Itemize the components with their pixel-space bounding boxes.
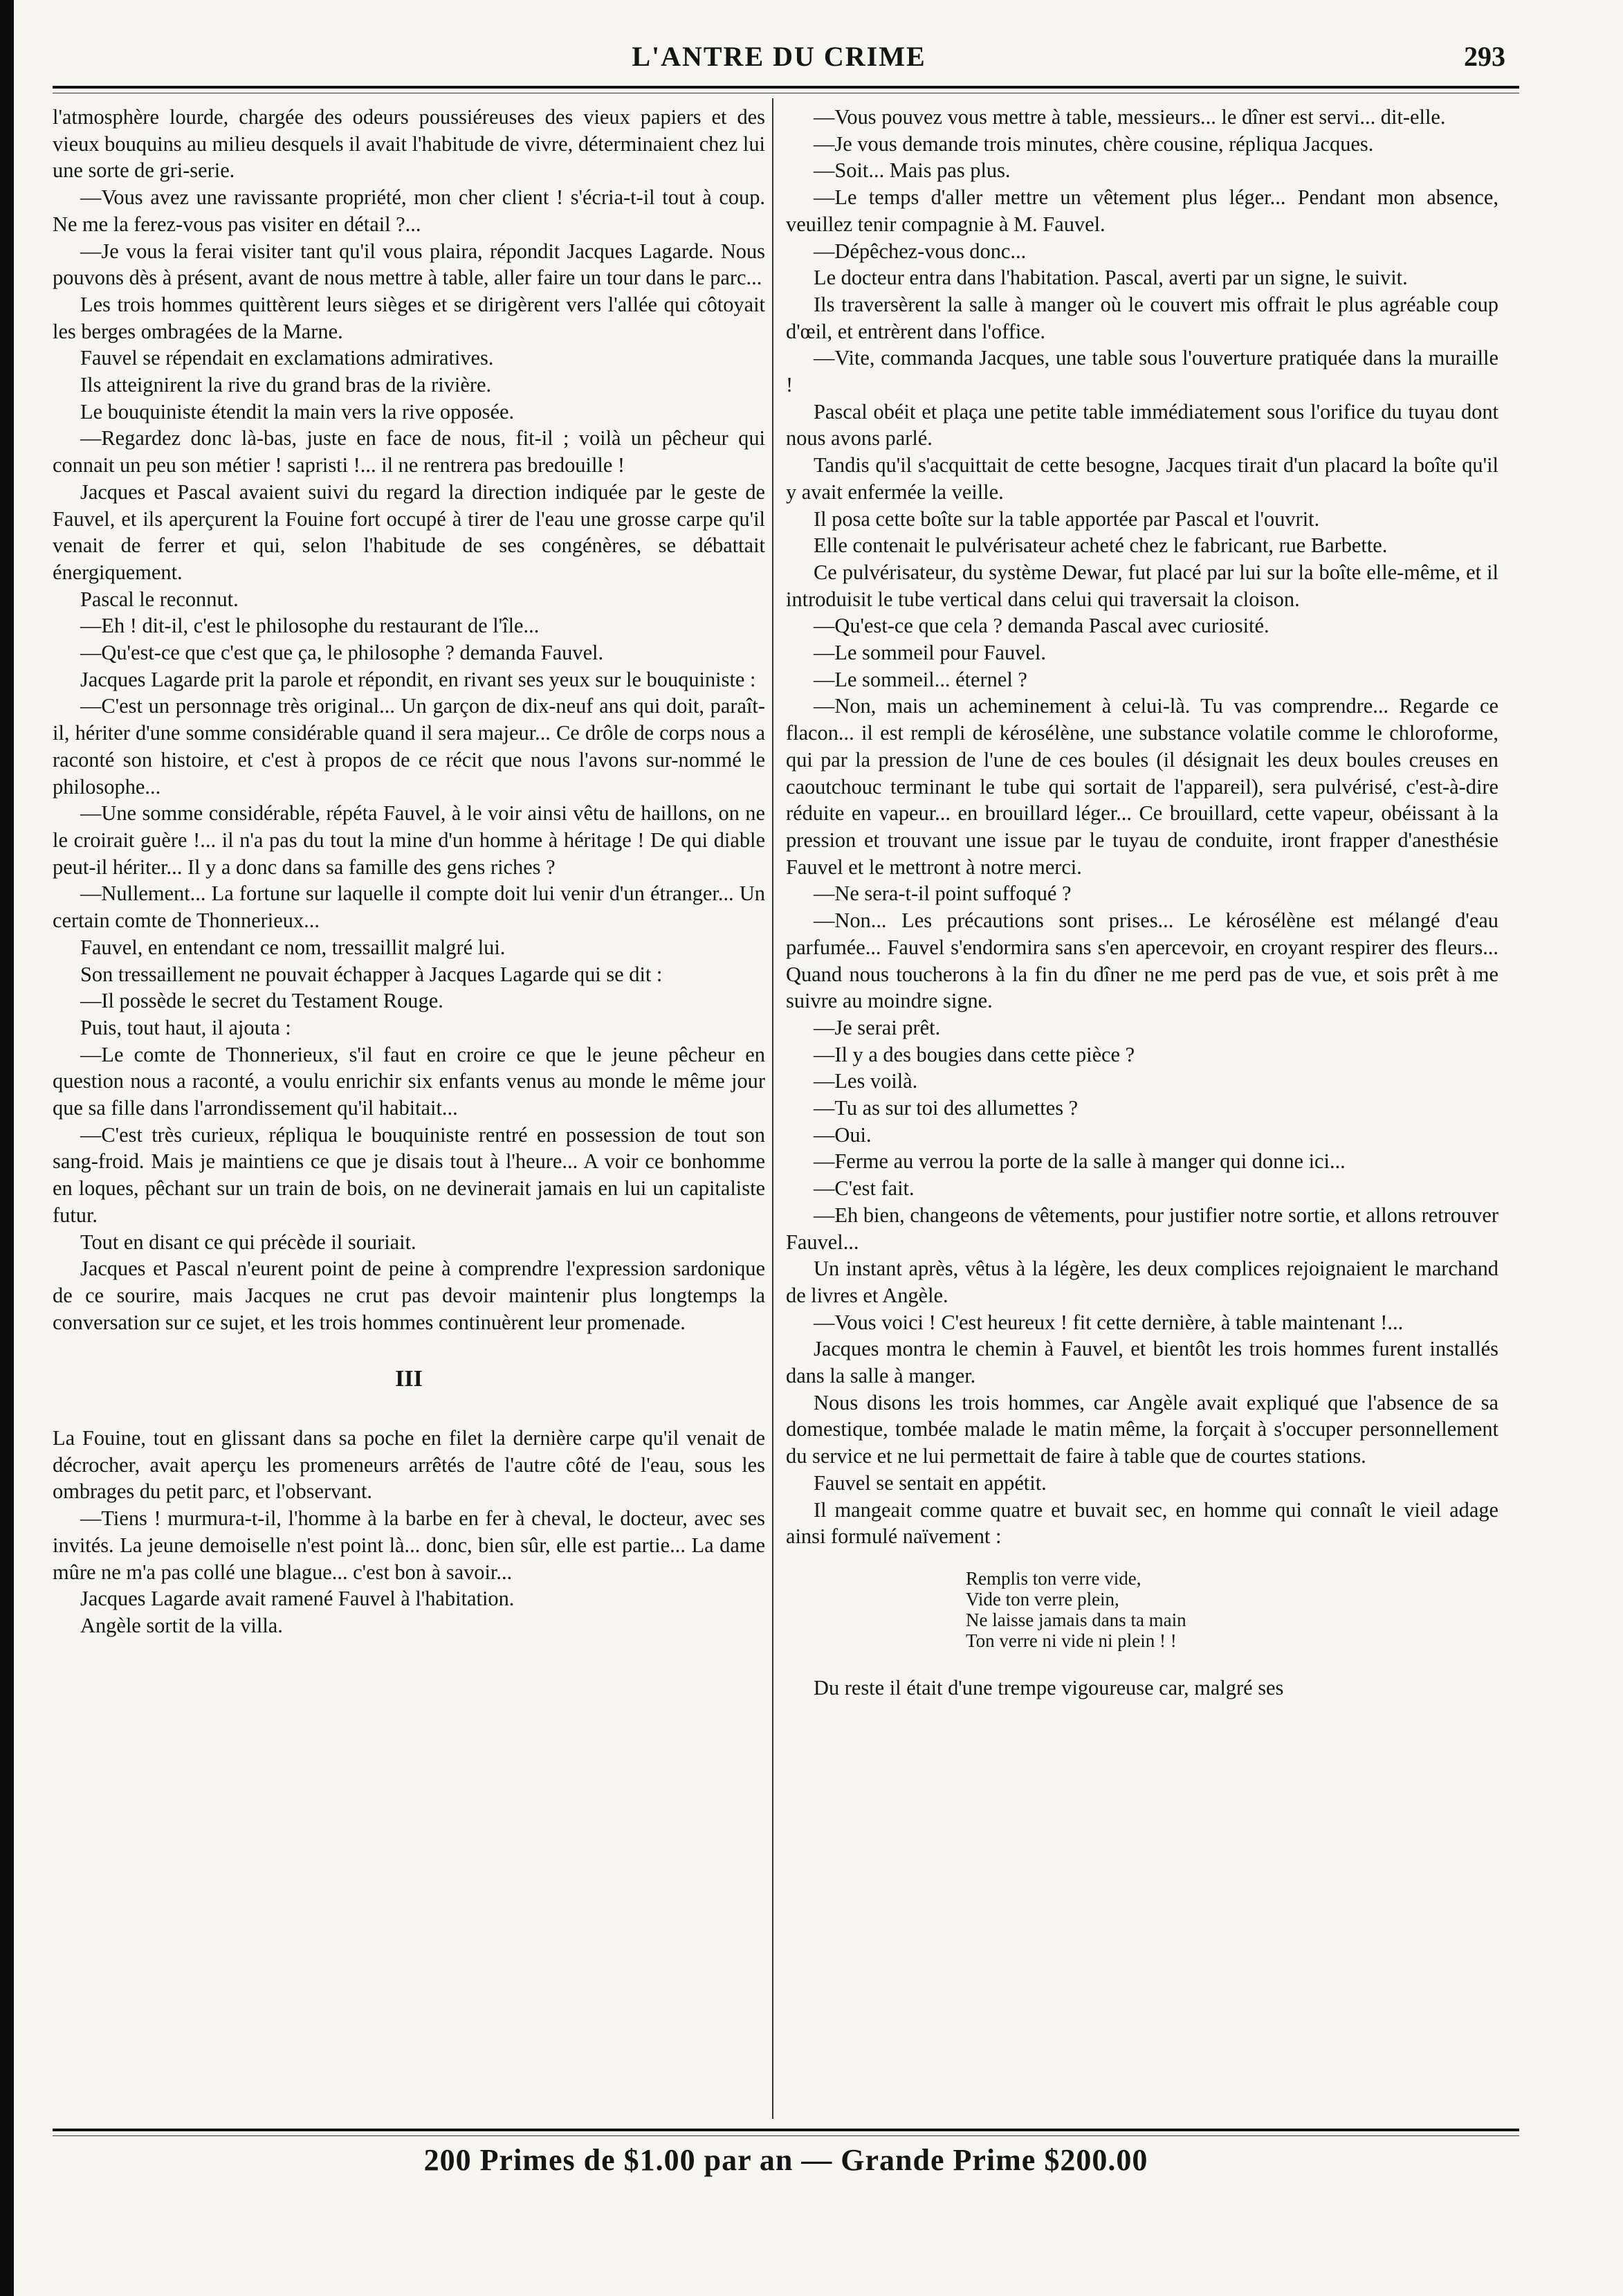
paragraph: Nous disons les trois hommes, car Angèle avait expliqué que l'absence de sa domestique, tombée malade le matin même, la forçait à s'occuper personnellement du service et ne lui permettait de faire à table que de courtes stations. bbox=[786, 1390, 1498, 1468]
paragraph: Il mangeait comme quatre et buvait sec, en homme qui connaît le vieil adage ainsi formulé naïvement : bbox=[786, 1497, 1498, 1549]
paragraph: —Non, mais un acheminement à celui-là. Tu vas comprendre... Regarde ce flacon... il est rempli de kérosélène, une substance volatile comme le chloroforme, qui par la pression de l'une de ces boules (il désignait les deux boules creuses en caoutchouc terminant le tube qui sortait de l'appareil), sera pulvérisé, c'est-à-dire réduite en vapeur... en brouillard léger... Ce brouillard, cette vapeur, obéissant à la pression et trouvant une issue par le tuyau de conduite, iront frapper d'anesthésie Fauvel et le mettront à notre merci. bbox=[786, 694, 1498, 879]
paragraph: —C'est très curieux, répliqua le bouquiniste rentré en possession de tout son sang-froid. Mais je maintiens ce que je disais tout à l'heure... A voir ce bonhomme en loques, pêchant sur un train de bois, on ne devinerait jamais en lui un capitaliste futur. bbox=[53, 1122, 765, 1227]
paragraph: Jacques Lagarde prit la parole et répondit, en rivant ses yeux sur le bouquiniste : bbox=[80, 667, 756, 691]
paragraph: —Je vous demande trois minutes, chère cousine, répliqua Jacques. bbox=[814, 131, 1374, 156]
column-divider bbox=[772, 98, 773, 2119]
paragraph: —C'est un personnage très original... Un garçon de dix-neuf ans qui doit, paraît-il, hériter d'une somme considérable quand il sera majeur... Ce drôle de corps nous a raconté son histoire, et c'est à propos de ce récit que nous l'avons sur-nommé le philosophe... bbox=[53, 694, 765, 799]
paragraph: —Soit... Mais pas plus. bbox=[814, 158, 1011, 183]
header-rule bbox=[53, 86, 1519, 89]
paragraph: —Qu'est-ce que c'est que ça, le philosophe ? demanda Fauvel. bbox=[80, 641, 604, 665]
chapter-heading: III bbox=[395, 1366, 423, 1392]
paragraph: Ils atteignirent la rive du grand bras de la rivière. bbox=[80, 373, 492, 397]
paragraph: Jacques et Pascal n'eurent point de peine à comprendre l'expression sardonique de ce sourire, mais Jacques ne crut pas devoir maintenir plus longtemps la conversation sur ce sujet, et les trois hommes continuèrent leur promenade. bbox=[53, 1257, 765, 1334]
paragraph: —Oui. bbox=[814, 1122, 872, 1147]
paragraph: Pascal le reconnut. bbox=[80, 587, 239, 611]
paragraph: Ils traversèrent la salle à manger où le couvert mis offrait le plus agréable coup d'œil, et entrèrent dans l'office. bbox=[786, 292, 1498, 343]
paragraph: Le bouquiniste étendit la main vers la rive opposée. bbox=[80, 399, 515, 423]
paragraph: Les trois hommes quittèrent leurs sièges et se dirigèrent vers l'allée qui côtoyait les berges ombragées de la Marne. bbox=[53, 292, 765, 343]
paragraph: —Une somme considérable, répéta Fauvel, à le voir ainsi vêtu de haillons, on ne le croirait guère !... il n'a pas du tout la mine d'un homme à héritage ! De qui diable peut-il hériter... Il y a donc dans sa famille des gens riches ? bbox=[53, 801, 765, 879]
page-number: 293 bbox=[1464, 41, 1505, 72]
paragraph: Fauvel, en entendant ce nom, tressaillit malgré lui. bbox=[80, 935, 506, 959]
paragraph: Pascal obéit et plaça une petite table immédiatement sous l'orifice du tuyau dont nous avons parlé. bbox=[786, 399, 1498, 450]
poem-line: Vide ton verre plein, bbox=[966, 1588, 1119, 1610]
paragraph: —Il possède le secret du Testament Rouge. bbox=[80, 989, 443, 1013]
paragraph: —Le comte de Thonnerieux, s'il faut en croire ce que le jeune pêcheur en question nous a raconté, a voulu enrichir six enfants venus au monde le même jour que sa fille dans l'arrondissement qu'il habitait... bbox=[53, 1042, 765, 1120]
left-column bbox=[53, 104, 765, 1639]
paragraph: —Eh bien, changeons de vêtements, pour justifier notre sortie, et allons retrouver Fauvel... bbox=[786, 1203, 1498, 1254]
paragraph: —Ne sera-t-il point suffoqué ? bbox=[814, 882, 1072, 906]
paragraph: Fauvel se sentait en appétit. bbox=[814, 1470, 1047, 1495]
paragraph: —Non... Les précautions sont prises... Le kérosélène est mélangé d'eau parfumée... Fauvel s'endormira sans s'en apercevoir, en croyant respirer des fleurs... Quand nous toucherons à la fin du dîner ne me perd pas de vue, et sois prêt à me suivre au moindre signe. bbox=[786, 909, 1498, 1013]
paragraph: Jacques montra le chemin à Fauvel, et bientôt les trois hommes furent installés dans la salle à manger. bbox=[786, 1337, 1498, 1388]
paragraph: Jacques et Pascal avaient suivi du regard la direction indiquée par le geste de Fauvel, et ils aperçurent la Fouine fort occupé à tirer de l'eau une grosse carpe qu'il venait de ferrer et qui, selon l'habitude de ses congénères, se débattait énergiquement. bbox=[53, 480, 765, 584]
paragraph: —Eh ! dit-il, c'est le philosophe du restaurant de l'île... bbox=[80, 614, 540, 638]
footer-rule bbox=[53, 2129, 1519, 2131]
paragraph: La Fouine, tout en glissant dans sa poche en filet la dernière carpe qu'il venait de décrocher, avait aperçu les promeneurs arrêtés de l'autre côté de l'eau, sous les ombrages du petit parc, et l'observant. bbox=[53, 1426, 765, 1504]
footer-rule-thin bbox=[53, 2135, 1519, 2136]
paragraph: Tout en disant ce qui précède il souriait. bbox=[80, 1230, 416, 1254]
paragraph: —Nullement... La fortune sur laquelle il compte doit lui venir d'un étranger... Un certain comte de Thonnerieux... bbox=[53, 882, 765, 933]
paragraph: —Les voilà. bbox=[814, 1069, 918, 1093]
paragraph: —Il y a des bougies dans cette pièce ? bbox=[814, 1042, 1135, 1066]
paragraph: Elle contenait le pulvérisateur acheté chez le fabricant, rue Barbette. bbox=[814, 534, 1388, 558]
footer-advertisement: 200 Primes de $1.00 par an — Grande Prime $200.00 bbox=[423, 2143, 1148, 2177]
paragraph: l'atmosphère lourde, chargée des odeurs poussiéreuses des vieux papiers et des vieux bouquins au milieu desquels il avait l'habitude de vivre, déterminaient chez lui une sorte de gri-serie. bbox=[53, 105, 765, 183]
poem-line: Ne laisse jamais dans ta main bbox=[966, 1609, 1186, 1630]
right-column bbox=[786, 104, 1498, 1702]
paragraph: —C'est fait. bbox=[814, 1176, 915, 1201]
paragraph: —Tiens ! murmura-t-il, l'homme à la barbe en fer à cheval, le docteur, avec ses invités. La jeune demoiselle n'est point là... donc, bien sûr, elle est partie... La dame mûre ne m'a pas collé une blague... c'est bon à savoir... bbox=[53, 1506, 765, 1584]
paragraph: —Regardez donc là-bas, juste en face de nous, fit-il ; voilà un pêcheur qui connait un peu son métier ! sapristi !... il ne rentrera pas bredouille ! bbox=[53, 426, 765, 477]
paragraph: Le docteur entra dans l'habitation. Pascal, averti par un signe, le suivit. bbox=[814, 266, 1408, 290]
paragraph: —Je serai prêt. bbox=[814, 1015, 941, 1039]
paragraph: Son tressaillement ne pouvait échapper à Jacques Lagarde qui se dit : bbox=[80, 962, 663, 986]
paragraph: —Le sommeil pour Fauvel. bbox=[814, 641, 1046, 665]
paragraph: —Le sommeil... éternel ? bbox=[814, 667, 1027, 691]
paragraph: Puis, tout haut, il ajouta : bbox=[80, 1015, 291, 1039]
paragraph: Tandis qu'il s'acquittait de cette besogne, Jacques tirait d'un placard la boîte qu'il y avait enfermée la veille. bbox=[786, 453, 1498, 504]
poem-line: Ton verre ni vide ni plein ! ! bbox=[966, 1630, 1177, 1651]
paragraph: —Dépêchez-vous donc... bbox=[814, 239, 1027, 263]
paragraph: —Tu as sur toi des allumettes ? bbox=[814, 1096, 1079, 1120]
binding-edge bbox=[0, 0, 14, 2296]
page-header bbox=[53, 40, 1505, 82]
paragraph: —Vous avez une ravissante propriété, mon cher client ! s'écria-t-il tout à coup. Ne me la ferez-vous pas visiter en détail ?... bbox=[53, 185, 765, 236]
paragraph: —Je vous la ferai visiter tant qu'il vous plaira, répondit Jacques Lagarde. Nous pouvons dès à présent, avant de nous mettre à table, aller faire un tour dans le parc... bbox=[53, 239, 765, 290]
paragraph: —Vous pouvez vous mettre à table, messieurs... le dîner est servi... dit-elle. bbox=[814, 105, 1446, 129]
paragraph: Un instant après, vêtus à la légère, les deux complices rejoignaient le marchand de livres et Angèle. bbox=[786, 1257, 1498, 1307]
poem-line: Remplis ton verre vide, bbox=[966, 1567, 1141, 1589]
paragraph: —Ferme au verrou la porte de la salle à manger qui donne ici... bbox=[814, 1149, 1346, 1174]
paragraph: Angèle sortit de la villa. bbox=[80, 1613, 283, 1637]
paragraph: Ce pulvérisateur, du système Dewar, fut placé par lui sur la boîte elle-même, et il introduisit le tube vertical dans celui qui traversait la cloison. bbox=[786, 560, 1498, 611]
paragraph: —Vous voici ! C'est heureux ! fit cette dernière, à table maintenant !... bbox=[814, 1310, 1404, 1334]
paragraph: —Vite, commanda Jacques, une table sous l'ouverture pratiquée dans la muraille ! bbox=[786, 346, 1498, 397]
paragraph: Fauvel se répendait en exclamations admiratives. bbox=[80, 346, 494, 370]
paragraph: Jacques Lagarde avait ramené Fauvel à l'habitation. bbox=[80, 1587, 515, 1611]
running-title: L'ANTRE DU CRIME bbox=[632, 41, 926, 72]
paragraph: Du reste il était d'une trempe vigoureuse car, malgré ses bbox=[814, 1675, 1284, 1700]
paragraph: Il posa cette boîte sur la table apportée par Pascal et l'ouvrit. bbox=[814, 507, 1320, 531]
poem bbox=[966, 1568, 1498, 1651]
paragraph: —Qu'est-ce que cela ? demanda Pascal avec curiosité. bbox=[814, 614, 1269, 638]
paragraph: —Le temps d'aller mettre un vêtement plus léger... Pendant mon absence, veuillez tenir compagnie à M. Fauvel. bbox=[786, 185, 1498, 236]
